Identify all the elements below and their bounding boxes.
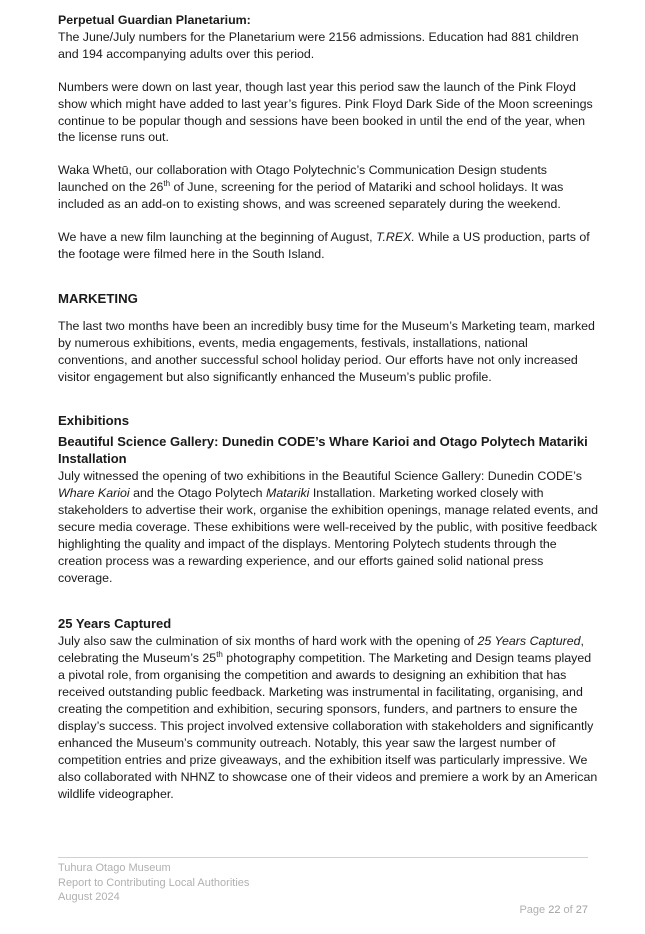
marketing-paragraph: The last two months have been an incredibly busy time for the Museum’s Marketing team, marked by numerous exhibitions, events, media engagements, festivals, installations, national conventions, and another successful school holiday period. Our efforts have not only increased visitor engagement but also significantly enhanced the Museum’s public profile. [58, 318, 595, 384]
captured-title: 25 Years Captured [58, 616, 172, 632]
document-body [58, 12, 598, 802]
page-number: Page 22 of 27 [519, 904, 588, 916]
science-gallery-paragraph: July witnessed the opening of two exhibitions in the Beautiful Science Gallery: Dunedin CODE’s Whare Karioi and the Otago Polytech Matariki Installation. Marketing worked closely with stakeholders to advertise their work, organise the exhibition openings, manage related events, and secure media coverage. These exhibitions were well-received by the public, with positive feedback highlighting the quality and impact of the displays. Mentoring Polytech students through the creation process was a rewarding experience, and our efforts gained solid national press coverage. [58, 469, 599, 585]
footer-divider [58, 857, 588, 858]
planetarium-paragraph-2: Numbers were down on last year, though last year this period saw the launch of the Pink Floyd show which might have added to last year’s figures. Pink Floyd Dark Side of the Moon screenings continue to be popular though and sessions have been booked in until the end of the year, when the license runs out. [58, 79, 593, 145]
captured-paragraph: July also saw the culmination of six months of hard work with the opening of 25 Years Captured, celebrating the Museum’s 25th photography competition. The Marketing and Design teams played a pivotal role, from organising the competition and awards to designing an exhibition that has received outstanding public feedback. Marketing was instrumental in facilitating, organising, and creating the competition and exhibition, securing sponsors, funders, and partners to ensure the display’s success. This project involved extensive collaboration with stakeholders and significantly enhanced the Museum’s community outreach. Notably, this year saw the largest number of competition entries and prize giveaways, and the exhibition itself was particularly impressive. We also collaborated with NHNZ to showcase one of their videos and premiere a work by an American wildlife videographer. [58, 634, 598, 801]
planetarium-heading: Perpetual Guardian Planetarium: [58, 13, 251, 27]
footer-date: August 2024 [58, 891, 120, 903]
footer-report-title: Report to Contributing Local Authorities [58, 876, 250, 889]
footer-org: Tuhura Otago Museum [58, 862, 171, 874]
footer [58, 861, 598, 905]
science-gallery-title: Beautiful Science Gallery: Dunedin CODE’s Whare Karioi and Otago Polytech Matariki Installation [58, 434, 588, 467]
planetarium-paragraph-3: Waka Whetū, our collaboration with Otago Polytechnic’s Communication Design students launched on the 26th of June, screening for the period of Matariki and school holidays. It was included as an add-on to existing shows, and was screened separately during the weekend. [58, 163, 564, 212]
marketing-heading: MARKETING [58, 290, 138, 306]
planetarium-paragraph-1: The June/July numbers for the Planetarium were 2156 admissions. Education had 881 children and 194 accompanying adults over this period. [58, 29, 579, 61]
exhibitions-heading: Exhibitions [58, 413, 130, 429]
planetarium-paragraph-4: We have a new film launching at the beginning of August, T.REX. While a US production, parts of the footage were filmed here in the South Island. [58, 230, 590, 261]
film-title: T.REX. [376, 230, 415, 245]
